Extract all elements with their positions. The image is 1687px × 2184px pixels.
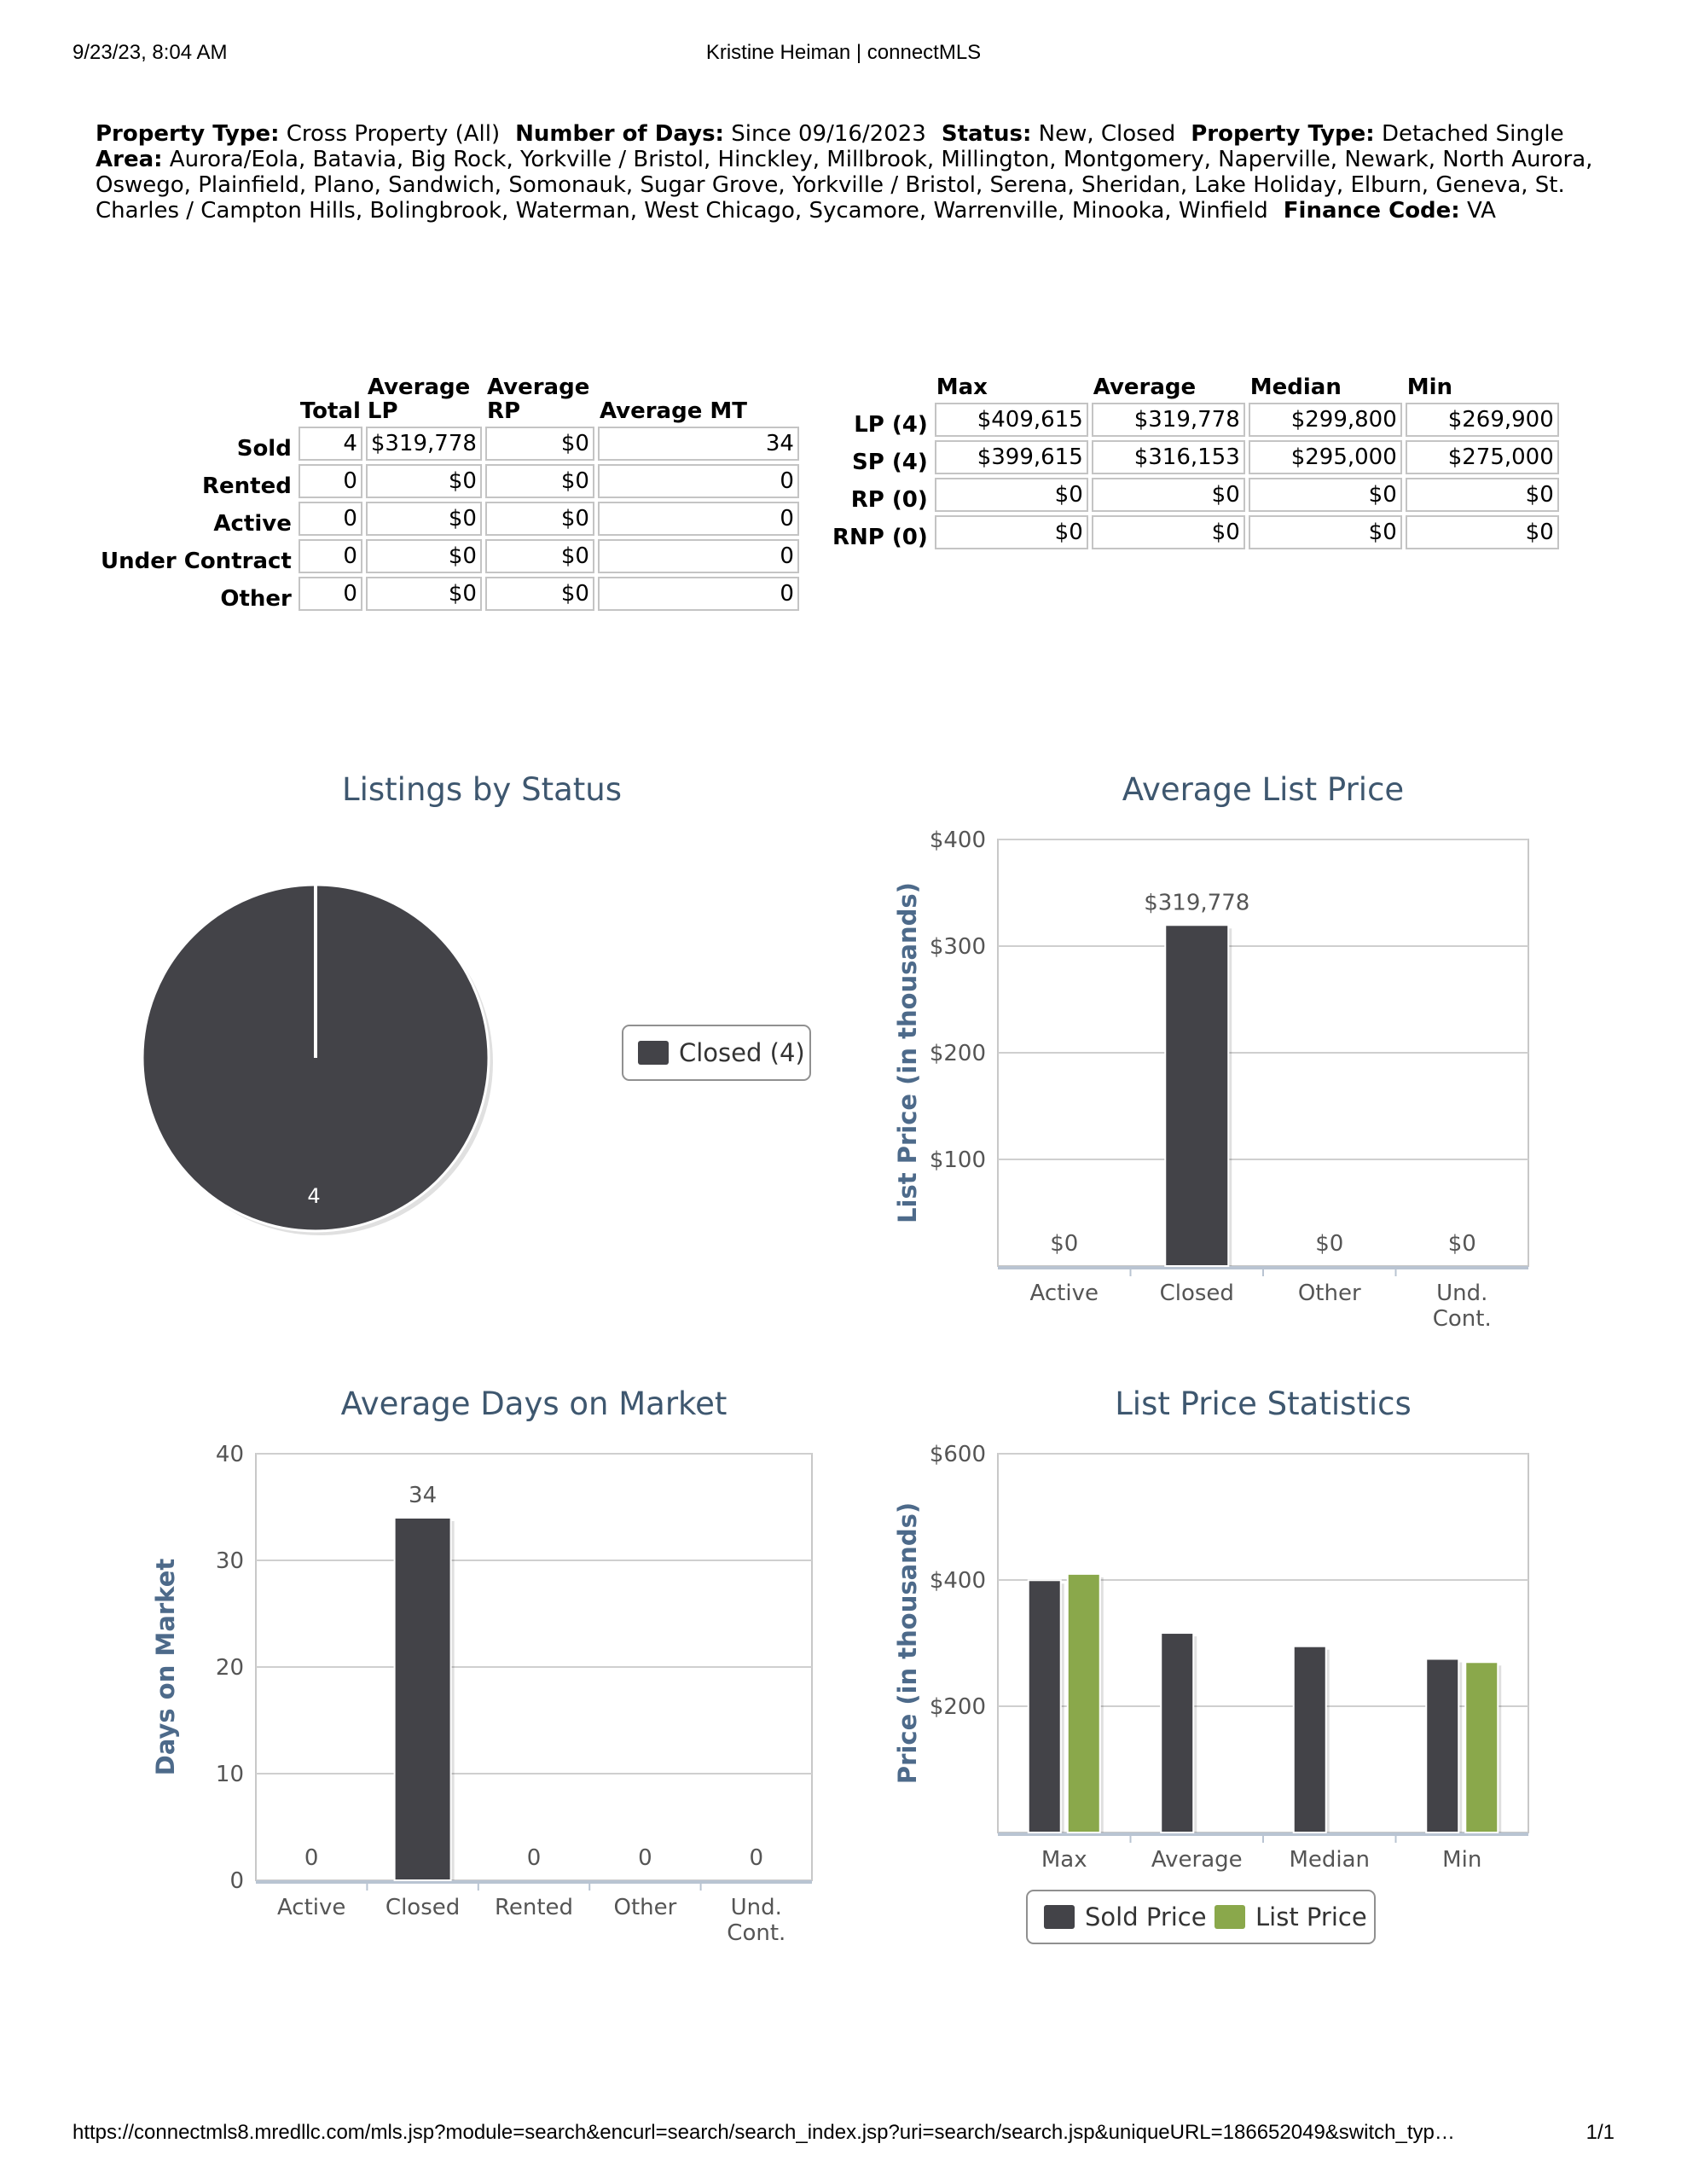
data-label: $319,778 bbox=[1144, 890, 1250, 916]
legend-label: Closed (4) bbox=[679, 1038, 805, 1067]
column-header: Average MT bbox=[599, 398, 747, 424]
pie-data-label: 4 bbox=[307, 1184, 321, 1208]
table-corner bbox=[99, 375, 295, 423]
y-tick-label: $300 bbox=[929, 934, 986, 960]
x-tick-label: Max bbox=[1041, 1847, 1087, 1873]
table-cell: $319,778 bbox=[366, 427, 482, 461]
criteria-label: Area: bbox=[96, 147, 163, 172]
bar bbox=[395, 1518, 451, 1880]
x-tick-label: Cont. bbox=[727, 1920, 786, 1946]
bar bbox=[1465, 1662, 1498, 1833]
row-header: RNP (0) bbox=[832, 525, 928, 550]
x-tick-label: Rented bbox=[494, 1895, 574, 1920]
data-label: $0 bbox=[1447, 1231, 1476, 1257]
chart-title: List Price Statistics bbox=[1115, 1385, 1412, 1422]
y-tick-label: $200 bbox=[929, 1041, 986, 1066]
y-tick-label: 30 bbox=[215, 1548, 244, 1574]
table-cell: $269,900 bbox=[1406, 403, 1559, 437]
criteria-label: Status: bbox=[941, 121, 1032, 147]
price-summary-table bbox=[827, 372, 1562, 553]
data-label: $0 bbox=[1050, 1231, 1079, 1257]
chart-title: Listings by Status bbox=[342, 771, 622, 808]
print-header bbox=[72, 41, 1615, 72]
x-tick-label: Cont. bbox=[1432, 1306, 1492, 1332]
row-header: LP (4) bbox=[854, 412, 928, 438]
column-header: Average RP bbox=[486, 375, 590, 424]
table-corner bbox=[831, 375, 931, 399]
table-header-row bbox=[831, 375, 1559, 399]
column-header: Min bbox=[1406, 375, 1453, 400]
table-cell: 0 bbox=[598, 577, 799, 611]
table-cell: $0 bbox=[1406, 478, 1559, 512]
x-tick-label: Und. bbox=[1436, 1281, 1488, 1306]
criteria-label: Number of Days: bbox=[515, 121, 724, 147]
table-cell: 0 bbox=[299, 539, 362, 573]
table-cell: $0 bbox=[1092, 478, 1245, 512]
data-label: $0 bbox=[1315, 1231, 1344, 1257]
table-cell: $316,153 bbox=[1092, 440, 1245, 474]
data-label: 0 bbox=[638, 1845, 652, 1871]
table-cell: $0 bbox=[485, 427, 594, 461]
y-tick-label: $400 bbox=[929, 828, 986, 853]
criteria-value: VA bbox=[1466, 198, 1496, 224]
y-tick-label: $100 bbox=[929, 1147, 986, 1173]
y-axis-title: Price (in thousands) bbox=[893, 1502, 922, 1785]
table-cell: 0 bbox=[598, 464, 799, 498]
column-header: Average bbox=[1093, 375, 1197, 400]
column-header: Average LP bbox=[367, 375, 471, 424]
table-cell: $275,000 bbox=[1406, 440, 1559, 474]
criteria-value: Aurora/Eola, Batavia, Big Rock, Yorkville / Bristol, Hinckley, Millbrook, Millington, Montgomery, Naperville, Newark, North Aurora, Oswego, Plainfield, Plano, Sandwich, Somonauk, Sugar Grove, Yorkville / Bristol, Serena, Sheridan, Lake Holiday, Elburn, Geneva, St. Charles / Campton Hills, Bolingbrook, Waterman, West Chicago, Sycamore, Warrenville, Minooka, Winfield bbox=[96, 147, 1593, 224]
table-cell: $0 bbox=[935, 515, 1088, 549]
bar bbox=[1294, 1647, 1326, 1833]
table-cell: $0 bbox=[1406, 515, 1559, 549]
row-header: SP (4) bbox=[852, 450, 928, 475]
column-header: Max bbox=[936, 375, 988, 400]
print-page-title: Kristine Heiman | connectMLS bbox=[705, 41, 982, 64]
criteria-value: Since 09/16/2023 bbox=[731, 121, 926, 147]
y-tick-label: 40 bbox=[215, 1442, 244, 1467]
table-cell: $0 bbox=[1249, 515, 1402, 549]
table-cell: $0 bbox=[485, 539, 594, 573]
table-cell: $295,000 bbox=[1249, 440, 1402, 474]
search-criteria bbox=[96, 121, 1597, 224]
table-cell: $0 bbox=[366, 502, 482, 536]
row-header: Active bbox=[213, 511, 292, 537]
bar bbox=[1426, 1659, 1458, 1833]
table-cell: $0 bbox=[366, 539, 482, 573]
table-cell: 0 bbox=[299, 502, 362, 536]
row-header: Other bbox=[220, 586, 292, 612]
legend-label: List Price bbox=[1255, 1902, 1367, 1931]
print-url: https://connectmls8.mredllc.com/mls.jsp?module=search&encurl=search/search_index.jsp?uri=search/search.jsp&uniqueURL=186652049&switch_typ… bbox=[72, 2121, 1455, 2144]
table-row bbox=[99, 539, 799, 573]
status-summary-table bbox=[96, 372, 803, 614]
table-cell: $0 bbox=[935, 478, 1088, 512]
criteria-label: Property Type: bbox=[96, 121, 280, 147]
table-row bbox=[831, 403, 1559, 437]
print-timestamp: 9/23/23, 8:04 AM bbox=[72, 41, 228, 64]
x-tick-label: Active bbox=[1029, 1281, 1099, 1306]
table-cell: 4 bbox=[299, 427, 362, 461]
table-cell: 0 bbox=[299, 577, 362, 611]
chart-title: Average Days on Market bbox=[340, 1385, 728, 1422]
print-page-number: 1/1 bbox=[1586, 2121, 1615, 2144]
y-tick-label: $400 bbox=[929, 1568, 986, 1594]
column-header: Median bbox=[1249, 375, 1342, 400]
row-header: RP (0) bbox=[850, 487, 928, 513]
table-cell: $0 bbox=[485, 577, 594, 611]
table-row bbox=[831, 478, 1559, 512]
bar bbox=[1068, 1574, 1100, 1833]
x-tick-label: Closed bbox=[1159, 1281, 1234, 1306]
table-cell: $399,615 bbox=[935, 440, 1088, 474]
bar bbox=[1029, 1580, 1061, 1833]
data-label: 0 bbox=[526, 1845, 542, 1871]
bar bbox=[1161, 1633, 1193, 1833]
y-axis-title: List Price (in thousands) bbox=[893, 882, 922, 1223]
x-tick-label: Und. bbox=[730, 1895, 782, 1920]
criteria-value: Detached Single bbox=[1381, 121, 1564, 147]
row-header: Sold bbox=[236, 436, 292, 462]
y-tick-label: $600 bbox=[929, 1442, 986, 1467]
table-cell: $0 bbox=[1092, 515, 1245, 549]
data-label: 0 bbox=[304, 1845, 319, 1871]
table-row bbox=[831, 515, 1559, 549]
average-days-on-market-chart bbox=[119, 1365, 870, 1962]
table-row bbox=[99, 577, 799, 611]
criteria-value: Cross Property (All) bbox=[286, 121, 501, 147]
y-tick-label: 20 bbox=[215, 1655, 244, 1681]
table-cell: $0 bbox=[485, 502, 594, 536]
table-cell: $0 bbox=[366, 577, 482, 611]
table-cell: 0 bbox=[299, 464, 362, 498]
listings-by-status-chart bbox=[119, 751, 870, 1246]
table-cell: 34 bbox=[598, 427, 799, 461]
x-tick-label: Average bbox=[1151, 1847, 1243, 1873]
table-row bbox=[99, 427, 799, 461]
print-footer bbox=[72, 2121, 1615, 2152]
data-label: 0 bbox=[749, 1845, 764, 1871]
list-price-statistics-chart bbox=[861, 1365, 1612, 1962]
table-cell: $0 bbox=[1249, 478, 1402, 512]
x-tick-label: Other bbox=[1297, 1281, 1361, 1306]
table-cell: $409,615 bbox=[935, 403, 1088, 437]
data-label: 34 bbox=[409, 1483, 438, 1508]
table-cell: $0 bbox=[366, 464, 482, 498]
x-tick-label: Active bbox=[276, 1895, 346, 1920]
y-tick-label: 0 bbox=[229, 1868, 244, 1894]
x-tick-label: Min bbox=[1442, 1847, 1482, 1873]
table-cell: 0 bbox=[598, 539, 799, 573]
x-tick-label: Median bbox=[1289, 1847, 1371, 1873]
table-cell: $319,778 bbox=[1092, 403, 1245, 437]
bar bbox=[1165, 925, 1228, 1266]
table-row bbox=[99, 502, 799, 536]
y-tick-label: 10 bbox=[215, 1762, 244, 1787]
table-row bbox=[99, 464, 799, 498]
x-tick-label: Closed bbox=[385, 1895, 461, 1920]
table-cell: $299,800 bbox=[1249, 403, 1402, 437]
table-cell: 0 bbox=[598, 502, 799, 536]
table-cell: $0 bbox=[485, 464, 594, 498]
y-tick-label: $200 bbox=[929, 1694, 986, 1720]
table-header-row bbox=[99, 375, 799, 423]
y-axis-title: Days on Market bbox=[151, 1558, 180, 1776]
row-header: Under Contract bbox=[101, 549, 292, 574]
x-tick-label: Other bbox=[613, 1895, 677, 1920]
legend-swatch bbox=[1044, 1905, 1075, 1929]
row-header: Rented bbox=[202, 473, 292, 499]
criteria-label: Finance Code: bbox=[1283, 198, 1460, 224]
column-header: Total bbox=[299, 398, 361, 424]
table-row bbox=[831, 440, 1559, 474]
legend-label: Sold Price bbox=[1085, 1902, 1207, 1931]
chart-title: Average List Price bbox=[1122, 771, 1405, 808]
legend-swatch bbox=[1215, 1905, 1245, 1929]
criteria-value: New, Closed bbox=[1038, 121, 1176, 147]
legend-swatch bbox=[638, 1041, 669, 1065]
criteria-label: Property Type: bbox=[1191, 121, 1375, 147]
average-list-price-chart bbox=[861, 751, 1612, 1348]
